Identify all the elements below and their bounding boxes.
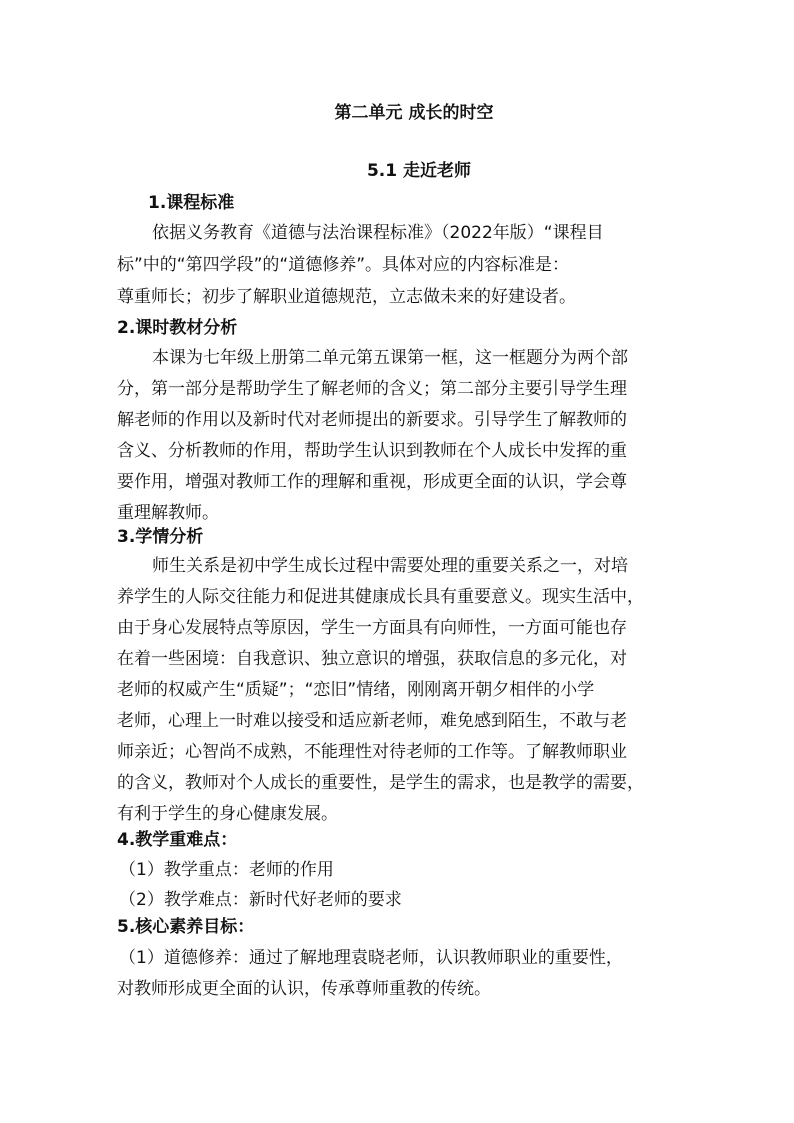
paragraph-line: 依据义务教育《道德与法治课程标准》（2022年版）“课程目 (152, 223, 604, 243)
list-item: （2）教学难点：新时代好老师的要求 (119, 890, 402, 910)
paragraph-line: 有利于学生的身心健康发展。 (117, 804, 338, 824)
list-item: （1）教学重点：老师的作用 (119, 860, 334, 880)
unit-title: 第二单元 成长的时空 (334, 103, 494, 123)
paragraph-line: （1）道德修养：通过了解地理袁晓老师，认识教师职业的重要性， (119, 948, 623, 968)
paragraph-line: 本课为七年级上册第二单元第五课第一框，这一框题分为两个部 (152, 348, 628, 368)
paragraph-line: 尊重师长；初步了解职业道德规范，立志做未来的好建设者。 (117, 287, 576, 307)
paragraph-line: 由于身心发展特点等原因，学生一方面具有向师性，一方面可能也存 (117, 618, 627, 638)
section-heading-student-analysis: 3.学情分析 (117, 527, 204, 547)
paragraph-line: 的含义，教师对个人成长的重要性，是学生的需求，也是教学的需要， (117, 773, 644, 793)
section-heading-textbook-analysis: 2.课时教材分析 (117, 318, 238, 338)
paragraph-line: 含义、分析教师的作用，帮助学生认识到教师在个人成长中发挥的重 (117, 441, 627, 461)
paragraph-line: 师生关系是初中学生成长过程中需要处理的重要关系之一，对培 (152, 556, 628, 576)
paragraph-line: 对教师形成更全面的认识，传承尊师重教的传统。 (117, 979, 491, 999)
section-heading-core-literacy-goals: 5.核心素养目标： (117, 917, 255, 937)
lesson-title: 5.1 走近老师 (366, 161, 472, 181)
paragraph-line: 师亲近；心智尚不成熟，不能理性对待老师的工作等。了解教师职业 (117, 742, 627, 762)
paragraph-line: 养学生的人际交往能力和促进其健康成长具有重要意义。现实生活中， (117, 587, 644, 607)
section-heading-key-difficult-points: 4.教学重难点： (117, 830, 238, 850)
paragraph-line: 要作用，增强对教师工作的理解和重视，形成更全面的认识，学会尊 (117, 472, 627, 492)
paragraph-line: 老师的权威产生“质疑”；“恋旧”情绪，刚刚离开朝夕相伴的小学 (117, 680, 595, 700)
paragraph-line: 老师，心理上一时难以接受和适应新老师，难免感到陌生，不敢与老 (117, 711, 627, 731)
paragraph-line: 在着一些困境：自我意识、独立意识的增强，获取信息的多元化，对 (117, 649, 627, 669)
paragraph-line: 重理解教师。 (117, 503, 219, 523)
paragraph-line: 标”中的“第四学段”的“道德修养”。具体对应的内容标准是： (117, 255, 570, 275)
paragraph-line: 解老师的作用以及新时代对老师提出的新要求。引导学生了解教师的 (117, 410, 627, 430)
section-heading-curriculum-standard: 1.课程标准 (148, 193, 235, 213)
paragraph-line: 分，第一部分是帮助学生了解老师的含义；第二部分主要引导学生理 (117, 379, 627, 399)
